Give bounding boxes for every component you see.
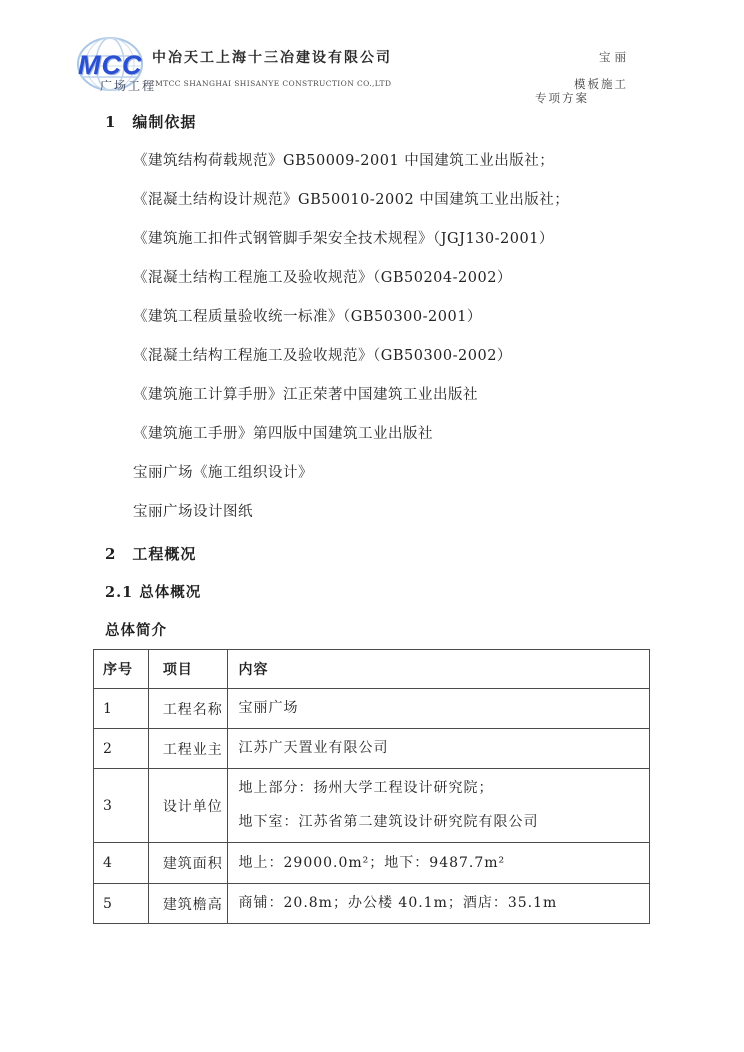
table-row: [94, 843, 650, 884]
overview-intro-heading: 总体简介: [105, 622, 167, 639]
reference-item: 《建筑施工手册》第四版中国建筑工业出版社: [133, 426, 433, 442]
cell-content: [227, 843, 649, 884]
cell-content: [227, 729, 649, 769]
table-header-item: 项目: [148, 650, 227, 689]
reference-item: 《建筑结构荷载规范》GB50009-2001 中国建筑工业出版社；: [133, 153, 555, 169]
cell-content-line: 地下室：江苏省第二建筑设计研究院有限公司: [238, 814, 539, 830]
cell-content-line: 地上部分：扬州大学工程设计研究院；: [238, 780, 494, 797]
cell-item: 建筑檐高: [148, 884, 227, 924]
doc-title-line-3: 专项方案: [535, 91, 589, 105]
cell-no: 2: [94, 729, 149, 769]
cell-item: 设计单位: [148, 769, 227, 843]
reference-list: [133, 149, 673, 539]
doc-title-line-2: 模板施工: [574, 77, 628, 91]
cell-item: 工程名称: [148, 689, 227, 729]
cell-content: [227, 689, 649, 729]
table-row: [94, 729, 650, 769]
cell-item: 工程业主: [148, 729, 227, 769]
cell-content-line: 宝丽广场: [238, 700, 299, 717]
cell-no: 1: [94, 689, 149, 729]
table-header-content: 内容: [227, 650, 649, 689]
cell-item: 建筑面积: [148, 843, 227, 884]
overview-table: [93, 649, 650, 924]
reference-item: 《建筑施工计算手册》江正荣著中国建筑工业出版社: [133, 387, 478, 403]
reference-item: 《混凝土结构设计规范》GB50010-2002 中国建筑工业出版社；: [133, 192, 570, 208]
cell-content-line: 商铺：20.8m；办公楼 40.1m；酒店：35.1m: [238, 895, 558, 912]
table-row: [94, 689, 650, 729]
company-name-cn: 中冶天工上海十三冶建设有限公司: [152, 50, 392, 66]
section-2-1-heading: 2.1 总体概况: [105, 584, 202, 601]
cell-content: [227, 769, 649, 843]
cell-no: 3: [94, 769, 149, 843]
reference-item: 宝丽广场《施工组织设计》: [133, 465, 313, 481]
table-header-row: [94, 650, 650, 689]
reference-item: 《建筑施工扣件式钢管脚手架安全技术规程》（JGJ130-2001）: [133, 231, 554, 247]
cell-content-line: 地上：29000.0m²；地下：9487.7m²: [238, 854, 506, 871]
reference-item: 《混凝土结构工程施工及验收规范》（GB50300-2002）: [133, 348, 512, 364]
section-1-heading: 1 编制依据: [105, 113, 197, 131]
reference-item: 《混凝土结构工程施工及验收规范》（GB50204-2002）: [133, 270, 512, 286]
cell-no: 5: [94, 884, 149, 924]
doc-title-line-1: 宝丽: [599, 50, 630, 64]
table-row: [94, 769, 650, 843]
table-header-no: 序号: [94, 650, 149, 689]
logo-overlay-text: 广场工程: [100, 79, 157, 93]
cell-no: 4: [94, 843, 149, 884]
table-row: [94, 884, 650, 924]
cell-content-line: 江苏广天置业有限公司: [238, 740, 389, 757]
page-header: [0, 0, 744, 110]
reference-item: 宝丽广场设计图纸: [133, 504, 253, 520]
company-name-en: CMTCC SHANGHAI SHISANYE CONSTRUCTION CO.,LTD: [149, 79, 392, 88]
cell-content: [227, 884, 649, 924]
section-2-heading: 2 工程概况: [105, 545, 197, 563]
logo-text: MCC: [78, 50, 143, 80]
reference-item: 《建筑工程质量验收统一标准》（GB50300-2001）: [133, 309, 482, 325]
mcc-logo: [76, 36, 157, 94]
